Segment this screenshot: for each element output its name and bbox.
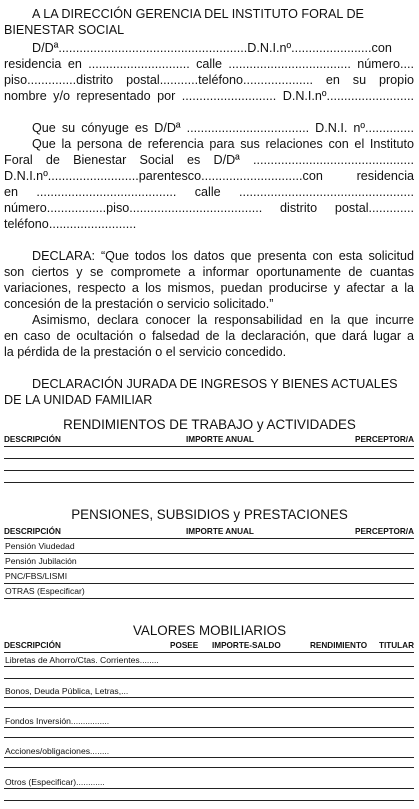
applicant-line-2: residencia en ............................. calle ................................... número.... [4, 57, 414, 71]
row-rule [4, 583, 414, 584]
reference-line-4: en ........................................ calle .................................................. [4, 185, 414, 199]
row-rule [4, 707, 414, 708]
spouse-line: Que su cónyuge es D/Dª ................................... D.N.I. nº.............. [32, 121, 414, 135]
row-rule [4, 568, 414, 569]
declaration-line-1: DECLARA: “Que todos los datos que presenta con esta solicitud [32, 249, 414, 263]
declaration-line-2: son ciertos y se compromete a informar oportunamente de cuantas [4, 265, 414, 279]
row-rule [4, 666, 414, 667]
row-rule [4, 800, 414, 801]
row-rule [4, 788, 414, 789]
pensions-title: PENSIONES, SUBSIDIOS y PRESTACIONES [71, 507, 348, 522]
securities-title: VALORES MOBILIARIOS [132, 623, 287, 638]
row-rule [4, 678, 414, 679]
declaration-line-3: variaciones, respecto a los mismos, puedan producirse y afectar a la [4, 281, 414, 295]
table-row-label: PNC/FBS/LISMI [5, 571, 68, 581]
table-row-label: Libretas de Ahorro/Ctas. Corrientes........ [5, 655, 159, 665]
col-recipient: PERCEPTOR/A [355, 435, 414, 444]
row-rule [4, 767, 414, 768]
col-description: DESCRIPCIÓN [4, 435, 61, 444]
row-rule [4, 538, 414, 539]
reference-line-5: número.................piso...................................... distrito postal............. [4, 201, 414, 215]
row-rule [4, 697, 414, 698]
col-balance: IMPORTE-SALDO [212, 641, 281, 650]
reference-line-3: D.N.I.nº..........................parentesco.............................con residencia [4, 169, 414, 183]
declaration-line-5: Asimismo, declara conocer la responsabilidad en la que incurre [32, 313, 414, 327]
row-rule [4, 470, 414, 471]
col-description: DESCRIPCIÓN [4, 527, 61, 536]
table-row-label: Pensión Viudedad [5, 541, 75, 551]
col-yield: RENDIMIENTO [310, 641, 368, 650]
row-rule [4, 737, 414, 738]
sworn-title-line-2: DE LA UNIDAD FAMILIAR [4, 393, 153, 407]
row-rule [4, 727, 414, 728]
row-rule [4, 446, 414, 447]
declaration-line-6: en caso de ocultación o falsedad de la declaración, que dará lugar a [4, 329, 414, 343]
row-rule [4, 553, 414, 554]
reference-line-6: teléfono......................... [4, 217, 137, 231]
table-row-label: Otros (Especificar)............ [5, 777, 105, 787]
reference-line-1: Que la persona de referencia para sus relaciones con el Instituto [32, 137, 414, 151]
table-row-label: OTRAS (Especificar) [5, 586, 85, 596]
work-income-title: RENDIMIENTOS DE TRABAJO y ACTIVIDADES [63, 417, 356, 432]
declaration-line-4: concesión de la prestación o servicio solicitado.” [4, 297, 274, 311]
sworn-title-line-1: DECLARACIÓN JURADA DE INGRESOS Y BIENES ACTUALES [32, 377, 398, 391]
applicant-line-1: D/Dª......................................................D.N.I.nº.......................con [32, 41, 392, 55]
table-row-label: Bonos, Deuda Pública, Letras,... [5, 686, 129, 696]
table-row-label: Acciones/obligaciones........ [5, 746, 110, 756]
col-description: DESCRIPCIÓN [4, 641, 61, 650]
row-rule [4, 598, 414, 599]
applicant-line-4: nombre y/o representado por ........................... D.N.I.nº......................... [4, 89, 414, 103]
applicant-line-3: piso..............distrito postal...........teléfono.................... en su propio [4, 73, 414, 87]
row-rule [4, 482, 414, 483]
row-rule [4, 652, 414, 653]
col-holder: TITULAR [378, 641, 414, 650]
col-annual-amount: IMPORTE ANUAL [186, 527, 254, 536]
col-owns: POSEE [170, 641, 199, 650]
table-row-label: Fondos Inversión................ [5, 716, 110, 726]
addressee-line-1: A LA DIRECCIÓN GERENCIA DEL INSTITUTO FORAL DE [32, 7, 364, 21]
row-rule [4, 458, 414, 459]
col-recipient: PERCEPTOR/A [355, 527, 414, 536]
table-row-label: Pensión Jubilación [5, 556, 77, 566]
reference-line-2: Foral de Bienestar Social es D/Dª .............................................. [4, 153, 414, 167]
col-annual-amount: IMPORTE ANUAL [186, 435, 254, 444]
row-rule [4, 757, 414, 758]
addressee-line-2: BIENESTAR SOCIAL [4, 23, 125, 37]
declaration-line-7: la pérdida de la prestación o el servicio concedido. [4, 345, 287, 359]
